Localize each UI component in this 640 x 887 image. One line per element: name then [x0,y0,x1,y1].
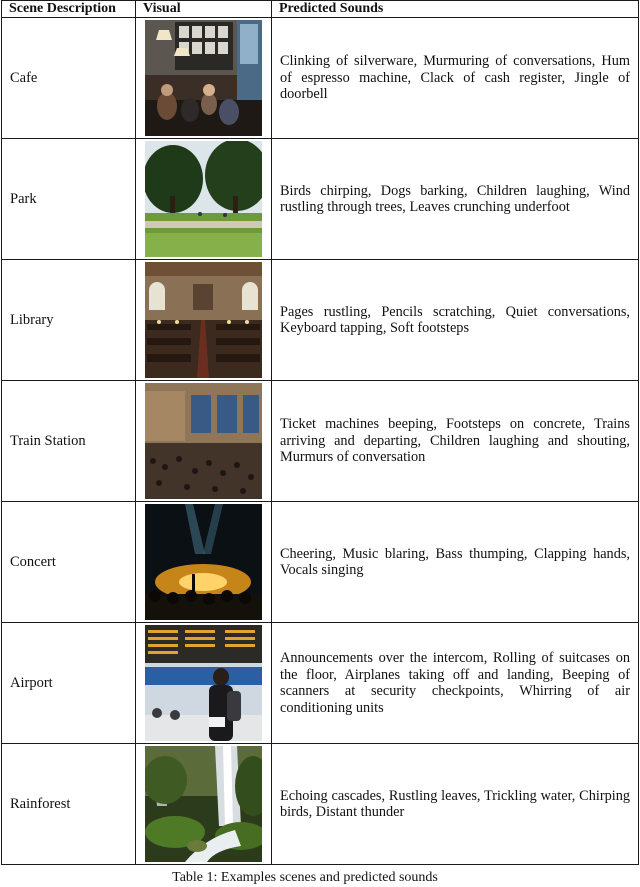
header-predicted-sounds: Predicted Sounds [272,1,639,18]
table-row [2,381,639,502]
header-row [2,1,639,18]
cafe-photo-icon [145,20,262,136]
table-row [2,623,639,744]
scene-sound-table [1,0,639,865]
park-photo-icon [145,141,262,257]
scene-cell: Airport [2,623,136,744]
scene-cell: Rainforest [2,744,136,865]
scene-cell: Cafe [2,18,136,139]
visual-cell [136,18,272,139]
sounds-cell: Ticket machines beeping, Footsteps on concrete, Trains arriving and departing, Children laughing and shouting, Murmurs of conversation [272,381,639,502]
header-visual: Visual [136,1,272,18]
visual-cell [136,381,272,502]
library-photo-icon [145,262,262,378]
table-caption: Table 1: Examples scenes and predicted sounds [172,870,438,885]
visual-cell [136,502,272,623]
sounds-cell: Birds chirping, Dogs barking, Children laughing, Wind rustling through trees, Leaves crunching underfoot [272,139,639,260]
scene-cell: Library [2,260,136,381]
table-row [2,139,639,260]
sounds-cell: Cheering, Music blaring, Bass thumping, Clapping hands, Vocals singing [272,502,639,623]
airport-photo-icon [145,625,262,741]
sounds-cell: Pages rustling, Pencils scratching, Quiet conversations, Keyboard tapping, Soft footsteps [272,260,639,381]
visual-cell [136,623,272,744]
visual-cell [136,744,272,865]
scene-cell: Park [2,139,136,260]
table-row [2,744,639,865]
table-row [2,260,639,381]
scene-cell: Concert [2,502,136,623]
scene-cell: Train Station [2,381,136,502]
header-scene-description: Scene Description [2,1,136,18]
concert-photo-icon [145,504,262,620]
sounds-cell: Announcements over the intercom, Rolling of suitcases on the floor, Airplanes taking off and landing, Beeping of scanners at security checkpoints, Whirring of air conditioning units [272,623,639,744]
train-station-photo-icon [145,383,262,499]
rainforest-photo-icon [145,746,262,862]
visual-cell [136,139,272,260]
table-row [2,18,639,139]
sounds-cell: Clinking of silverware, Murmuring of conversations, Hum of espresso machine, Clack of cash register, Jingle of doorbell [272,18,639,139]
sounds-cell: Echoing cascades, Rustling leaves, Trickling water, Chirping birds, Distant thunder [272,744,639,865]
visual-cell [136,260,272,381]
table-row [2,502,639,623]
